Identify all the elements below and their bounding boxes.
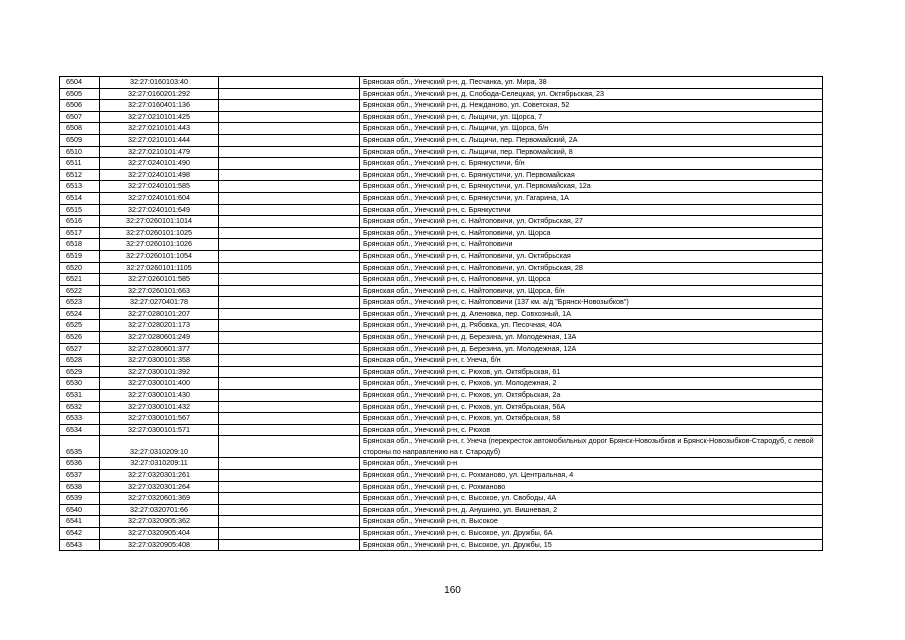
cadastral-number-cell: 32:27:0210101:444: [100, 134, 219, 146]
empty-cell: [219, 413, 360, 425]
empty-cell: [219, 239, 360, 251]
row-number-cell: 6527: [60, 343, 100, 355]
cadastral-number-cell: 32:27:0280601:249: [100, 332, 219, 344]
row-number-cell: 6516: [60, 216, 100, 228]
row-number-cell: 6506: [60, 100, 100, 112]
row-number-cell: 6529: [60, 366, 100, 378]
address-cell: Брянская обл., Унечский р-н, с. Рюхов, ул. Молодежная, 2: [360, 378, 823, 390]
empty-cell: [219, 504, 360, 516]
row-number-cell: 6534: [60, 424, 100, 436]
empty-cell: [219, 436, 360, 458]
cadastral-number-cell: 32:27:0300101:430: [100, 390, 219, 402]
row-number-cell: 6515: [60, 204, 100, 216]
address-cell: Брянская обл., Унечский р-н, с. Рюхов, ул. Октябрьская, 61: [360, 366, 823, 378]
row-number-cell: 6514: [60, 192, 100, 204]
table-row: [60, 320, 823, 332]
table-row: [60, 88, 823, 100]
table-row: [60, 239, 823, 251]
empty-cell: [219, 493, 360, 505]
address-cell: Брянская обл., Унечский р-н, с. Найтоповичи, ул. Щорса: [360, 227, 823, 239]
row-number-cell: 6543: [60, 539, 100, 551]
row-number-cell: 6519: [60, 250, 100, 262]
empty-cell: [219, 100, 360, 112]
cadastral-number-cell: 32:27:0310209:10: [100, 436, 219, 458]
table-body: [60, 77, 823, 551]
address-cell: Брянская обл., Унечский р-н, с. Рюхов, ул. Октябрьская, 56А: [360, 401, 823, 413]
table-row: [60, 192, 823, 204]
empty-cell: [219, 111, 360, 123]
row-number-cell: 6540: [60, 504, 100, 516]
row-number-cell: 6531: [60, 390, 100, 402]
table-row: [60, 297, 823, 309]
address-cell: Брянская обл., Унечский р-н, с. Лыщичи, ул. Щорса, б/н: [360, 123, 823, 135]
address-cell: Брянская обл., Унечский р-н, с. Брянкустичи, ул. Гагарина, 1А: [360, 192, 823, 204]
address-cell: Брянская обл., Унечский р-н, с. Брянкустичи: [360, 204, 823, 216]
address-cell: Брянская обл., Унечский р-н, с. Рюхов: [360, 424, 823, 436]
table-row: [60, 111, 823, 123]
cadastral-number-cell: 32:27:0320905:408: [100, 539, 219, 551]
cadastral-number-cell: 32:27:0240101:649: [100, 204, 219, 216]
address-cell: Брянская обл., Унечский р-н, с. Рохманово: [360, 481, 823, 493]
empty-cell: [219, 516, 360, 528]
empty-cell: [219, 181, 360, 193]
address-cell: Брянская обл., Унечский р-н, г. Унеча (перекресток автомобильных дорог Брянск-Новозыбков и Брянск-Новозыбков-Стародуб, с левой стороны по направлению на г. Стародуб): [360, 436, 823, 458]
empty-cell: [219, 390, 360, 402]
table-row: [60, 366, 823, 378]
cadastral-number-cell: 32:27:0240101:604: [100, 192, 219, 204]
empty-cell: [219, 134, 360, 146]
address-cell: Брянская обл., Унечский р-н, с. Брянкустичи, ул. Первомайская, 12а: [360, 181, 823, 193]
table-row: [60, 458, 823, 470]
table-row: [60, 274, 823, 286]
cadastral-number-cell: 32:27:0260101:1054: [100, 250, 219, 262]
cadastral-number-cell: 32:27:0240101:498: [100, 169, 219, 181]
empty-cell: [219, 158, 360, 170]
address-cell: Брянская обл., Унечский р-н, с. Рюхов, ул. Октябрьская, 58: [360, 413, 823, 425]
table-row: [60, 227, 823, 239]
table-row: [60, 146, 823, 158]
empty-cell: [219, 88, 360, 100]
cadastral-number-cell: 32:27:0300101:432: [100, 401, 219, 413]
empty-cell: [219, 297, 360, 309]
table-row: [60, 204, 823, 216]
address-cell: Брянская обл., Унечский р-н, д. Березина, ул. Молодежная, 12А: [360, 343, 823, 355]
address-cell: Брянская обл., Унечский р-н, с. Найтоповичи, ул. Октябрьская, 27: [360, 216, 823, 228]
empty-cell: [219, 204, 360, 216]
table-row: [60, 504, 823, 516]
table-row: [60, 262, 823, 274]
empty-cell: [219, 470, 360, 482]
empty-cell: [219, 146, 360, 158]
address-cell: Брянская обл., Унечский р-н, д. Анушино, ул. Вишневая, 2: [360, 504, 823, 516]
address-cell: Брянская обл., Унечский р-н, с. Найтоповичи, ул. Октябрьская: [360, 250, 823, 262]
table-row: [60, 378, 823, 390]
table-row: [60, 355, 823, 367]
cadastral-number-cell: 32:27:0210101:425: [100, 111, 219, 123]
property-register-table: [59, 76, 823, 551]
table-row: [60, 390, 823, 402]
cadastral-number-cell: 32:27:0260101:1014: [100, 216, 219, 228]
row-number-cell: 6530: [60, 378, 100, 390]
cadastral-number-cell: 32:27:0160103:40: [100, 77, 219, 89]
cadastral-number-cell: 32:27:0160201:292: [100, 88, 219, 100]
cadastral-number-cell: 32:27:0320701:66: [100, 504, 219, 516]
cadastral-number-cell: 32:27:0210101:443: [100, 123, 219, 135]
table-row: [60, 216, 823, 228]
address-cell: Брянская обл., Унечский р-н, г. Унеча, б/н: [360, 355, 823, 367]
table-row: [60, 493, 823, 505]
row-number-cell: 6504: [60, 77, 100, 89]
address-cell: Брянская обл., Унечский р-н, п. Высокое: [360, 516, 823, 528]
table-row: [60, 436, 823, 458]
table-row: [60, 527, 823, 539]
address-cell: Брянская обл., Унечский р-н, д. Песчанка, ул. Мира, 38: [360, 77, 823, 89]
cadastral-number-cell: 32:27:0160401:136: [100, 100, 219, 112]
empty-cell: [219, 192, 360, 204]
address-cell: Брянская обл., Унечский р-н, д. Слобода-Селецкая, ул. Октябрьская, 23: [360, 88, 823, 100]
cadastral-number-cell: 32:27:0260101:1105: [100, 262, 219, 274]
address-cell: Брянская обл., Унечский р-н, д. Рябовка, ул. Песочная, 40А: [360, 320, 823, 332]
row-number-cell: 6525: [60, 320, 100, 332]
table-row: [60, 308, 823, 320]
address-cell: Брянская обл., Унечский р-н, д. Березина, ул. Молодежная, 13А: [360, 332, 823, 344]
address-cell: Брянская обл., Унечский р-н, д. Нежданово, ул. Советская, 52: [360, 100, 823, 112]
table-row: [60, 181, 823, 193]
row-number-cell: 6507: [60, 111, 100, 123]
address-cell: Брянская обл., Унечский р-н, с. Высокое, ул. Свободы, 4А: [360, 493, 823, 505]
table-row: [60, 158, 823, 170]
empty-cell: [219, 274, 360, 286]
address-cell: Брянская обл., Унечский р-н, с. Найтоповичи: [360, 239, 823, 251]
address-cell: Брянская обл., Унечский р-н, с. Высокое, ул. Дружбы, 6А: [360, 527, 823, 539]
row-number-cell: 6535: [60, 436, 100, 458]
empty-cell: [219, 343, 360, 355]
row-number-cell: 6512: [60, 169, 100, 181]
empty-cell: [219, 216, 360, 228]
empty-cell: [219, 227, 360, 239]
page-number: 160: [444, 585, 461, 596]
address-cell: Брянская обл., Унечский р-н, с. Рохманово, ул. Центральная, 4: [360, 470, 823, 482]
row-number-cell: 6505: [60, 88, 100, 100]
cadastral-number-cell: 32:27:0320905:404: [100, 527, 219, 539]
empty-cell: [219, 123, 360, 135]
cadastral-number-cell: 32:27:0280601:377: [100, 343, 219, 355]
cadastral-number-cell: 32:27:0300101:358: [100, 355, 219, 367]
row-number-cell: 6528: [60, 355, 100, 367]
address-cell: Брянская обл., Унечский р-н, с. Брянкустичи, ул. Первомайская: [360, 169, 823, 181]
address-cell: Брянская обл., Унечский р-н, с. Рюхов, ул. Октябрьская, 2а: [360, 390, 823, 402]
empty-cell: [219, 539, 360, 551]
table-row: [60, 401, 823, 413]
table-row: [60, 470, 823, 482]
row-number-cell: 6536: [60, 458, 100, 470]
table-row: [60, 285, 823, 297]
address-cell: Брянская обл., Унечский р-н, с. Лыщичи, пер. Первомайский, 8: [360, 146, 823, 158]
table-row: [60, 424, 823, 436]
table-row: [60, 77, 823, 89]
empty-cell: [219, 366, 360, 378]
cadastral-number-cell: 32:27:0260101:663: [100, 285, 219, 297]
empty-cell: [219, 320, 360, 332]
cadastral-number-cell: 32:27:0320301:261: [100, 470, 219, 482]
address-cell: Брянская обл., Унечский р-н: [360, 458, 823, 470]
table-row: [60, 123, 823, 135]
row-number-cell: 6520: [60, 262, 100, 274]
cadastral-number-cell: 32:27:0280201:173: [100, 320, 219, 332]
empty-cell: [219, 77, 360, 89]
cadastral-number-cell: 32:27:0260101:585: [100, 274, 219, 286]
address-cell: Брянская обл., Унечский р-н, с. Лыщичи, пер. Первомайский, 2А: [360, 134, 823, 146]
row-number-cell: 6510: [60, 146, 100, 158]
empty-cell: [219, 458, 360, 470]
address-cell: Брянская обл., Унечский р-н, с. Найтоповичи, ул. Щорса: [360, 274, 823, 286]
cadastral-number-cell: 32:27:0210101:479: [100, 146, 219, 158]
row-number-cell: 6511: [60, 158, 100, 170]
address-cell: Брянская обл., Унечский р-н, с. Найтоповичи, ул. Октябрьская, 28: [360, 262, 823, 274]
row-number-cell: 6517: [60, 227, 100, 239]
row-number-cell: 6533: [60, 413, 100, 425]
address-cell: Брянская обл., Унечский р-н, с. Брянкустичи, б/н: [360, 158, 823, 170]
empty-cell: [219, 355, 360, 367]
cadastral-number-cell: 32:27:0320601:369: [100, 493, 219, 505]
table-row: [60, 413, 823, 425]
empty-cell: [219, 378, 360, 390]
row-number-cell: 6532: [60, 401, 100, 413]
cadastral-number-cell: 32:27:0270401:78: [100, 297, 219, 309]
address-cell: Брянская обл., Унечский р-н, с. Лыщичи, ул. Щорса, 7: [360, 111, 823, 123]
cadastral-number-cell: 32:27:0300101:571: [100, 424, 219, 436]
cadastral-number-cell: 32:27:0280101:207: [100, 308, 219, 320]
row-number-cell: 6526: [60, 332, 100, 344]
row-number-cell: 6542: [60, 527, 100, 539]
table-row: [60, 332, 823, 344]
address-cell: Брянская обл., Унечский р-н, с. Высокое, ул. Дружбы, 15: [360, 539, 823, 551]
row-number-cell: 6524: [60, 308, 100, 320]
empty-cell: [219, 332, 360, 344]
empty-cell: [219, 285, 360, 297]
address-cell: Брянская обл., Унечский р-н, с. Найтоповичи, ул. Щорса, б/н: [360, 285, 823, 297]
cadastral-number-cell: 32:27:0260101:1026: [100, 239, 219, 251]
table-row: [60, 250, 823, 262]
table-row: [60, 343, 823, 355]
empty-cell: [219, 308, 360, 320]
cadastral-number-cell: 32:27:0300101:567: [100, 413, 219, 425]
empty-cell: [219, 481, 360, 493]
table-row: [60, 134, 823, 146]
table-row: [60, 539, 823, 551]
row-number-cell: 6523: [60, 297, 100, 309]
cadastral-number-cell: 32:27:0310209:11: [100, 458, 219, 470]
cadastral-number-cell: 32:27:0260101:1025: [100, 227, 219, 239]
table-row: [60, 100, 823, 112]
empty-cell: [219, 262, 360, 274]
row-number-cell: 6508: [60, 123, 100, 135]
row-number-cell: 6541: [60, 516, 100, 528]
empty-cell: [219, 401, 360, 413]
cadastral-number-cell: 32:27:0300101:400: [100, 378, 219, 390]
empty-cell: [219, 250, 360, 262]
address-cell: Брянская обл., Унечский р-н, д. Аленовка, пер. Совхозный, 1А: [360, 308, 823, 320]
row-number-cell: 6521: [60, 274, 100, 286]
table-row: [60, 516, 823, 528]
address-cell: Брянская обл., Унечский р-н, с. Найтоповичи (137 км. а/д "Брянск-Новозыбков"): [360, 297, 823, 309]
cadastral-number-cell: 32:27:0240101:585: [100, 181, 219, 193]
cadastral-number-cell: 32:27:0320301:264: [100, 481, 219, 493]
row-number-cell: 6509: [60, 134, 100, 146]
row-number-cell: 6538: [60, 481, 100, 493]
row-number-cell: 6518: [60, 239, 100, 251]
row-number-cell: 6539: [60, 493, 100, 505]
cadastral-number-cell: 32:27:0300101:392: [100, 366, 219, 378]
cadastral-number-cell: 32:27:0240101:490: [100, 158, 219, 170]
empty-cell: [219, 527, 360, 539]
row-number-cell: 6513: [60, 181, 100, 193]
row-number-cell: 6522: [60, 285, 100, 297]
table-row: [60, 481, 823, 493]
empty-cell: [219, 169, 360, 181]
row-number-cell: 6537: [60, 470, 100, 482]
empty-cell: [219, 424, 360, 436]
cadastral-number-cell: 32:27:0320905:362: [100, 516, 219, 528]
table-row: [60, 169, 823, 181]
